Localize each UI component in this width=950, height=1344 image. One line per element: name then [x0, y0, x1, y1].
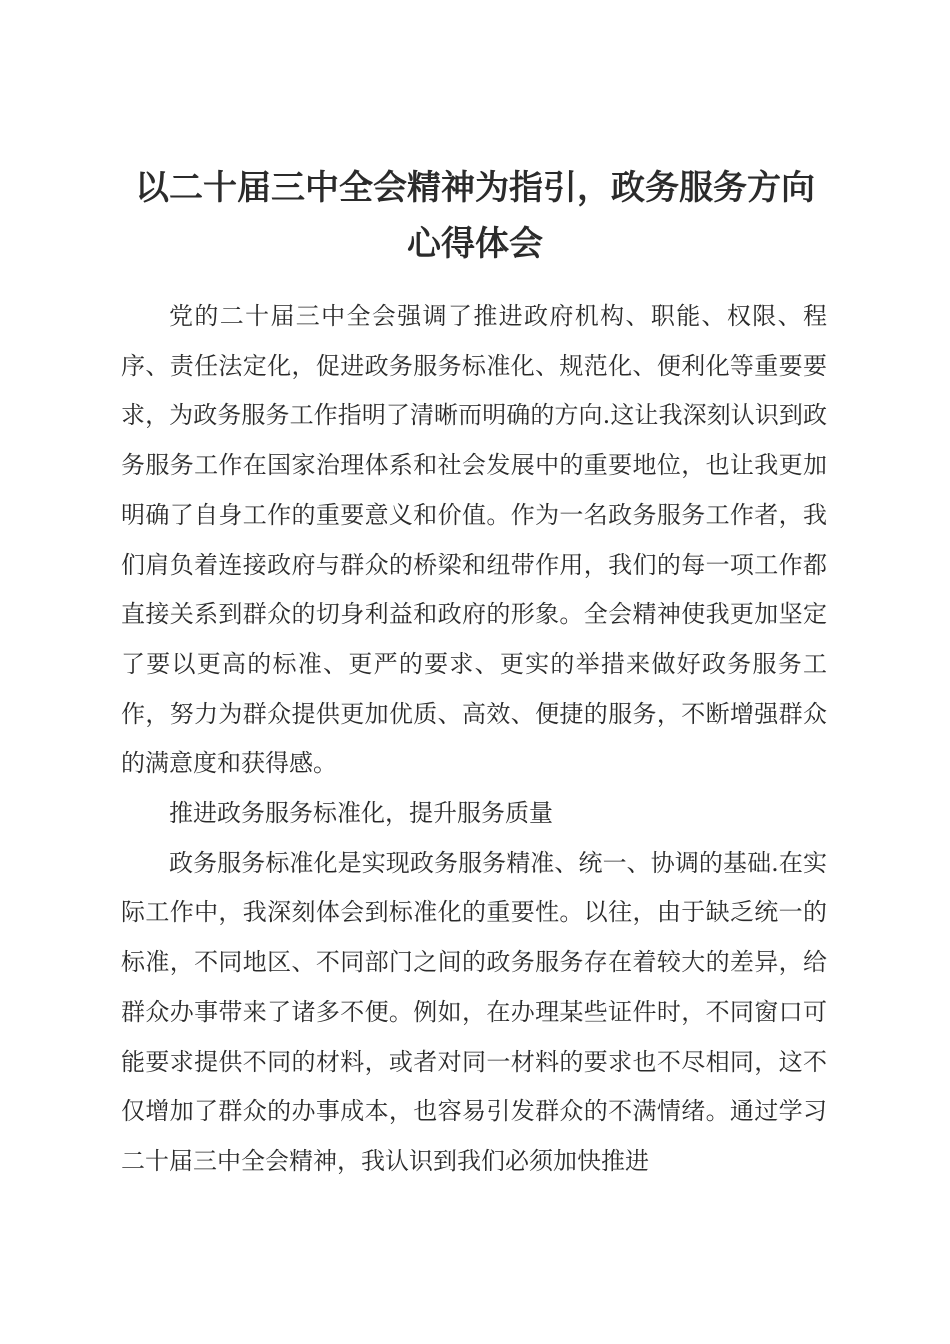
title-line-1: 以二十届三中全会精神为指引，政务服务方向	[135, 168, 815, 208]
document-body	[121, 292, 827, 1187]
section-heading: 推进政务服务标准化，提升服务质量	[169, 799, 553, 828]
title-line-2: 心得体会	[407, 224, 543, 264]
paragraph-intro: 党的二十届三中全会强调了推进政府机构、职能、权限、程序、责任法定化，促进政务服务标准化、规范化、便利化等重要要求，为政务服务工作指明了清晰而明确的方向.这让我深刻认识到政务服务工作在国家治理体系和社会发展中的重要地位，也让我更加明确了自身工作的重要意义和价值。作为一名政务服务工作者，我们肩负着连接政府与群众的桥梁和纽带作用，我们的每一项工作都直接关系到群众的切身利益和政府的形象。全会精神使我更加坚定了要以更高的标准、更严的要求、更实的举措来做好政务服务工作，努力为群众提供更加优质、高效、便捷的服务，不断增强群众的满意度和获得感。	[121, 302, 827, 778]
page-title	[100, 160, 850, 272]
paragraph-standardization: 政务服务标准化是实现政务服务精准、统一、协调的基础.在实际工作中，我深刻体会到标准化的重要性。以往，由于缺乏统一的标准，不同地区、不同部门之间的政务服务存在着较大的差异，给群众办事带来了诸多不便。例如，在办理某些证件时，不同窗口可能要求提供不同的材料，或者对同一材料的要求也不尽相同，这不仅增加了群众的办事成本，也容易引发群众的不满情绪。通过学习二十届三中全会精神，我认识到我们必须加快推进	[121, 848, 827, 1175]
